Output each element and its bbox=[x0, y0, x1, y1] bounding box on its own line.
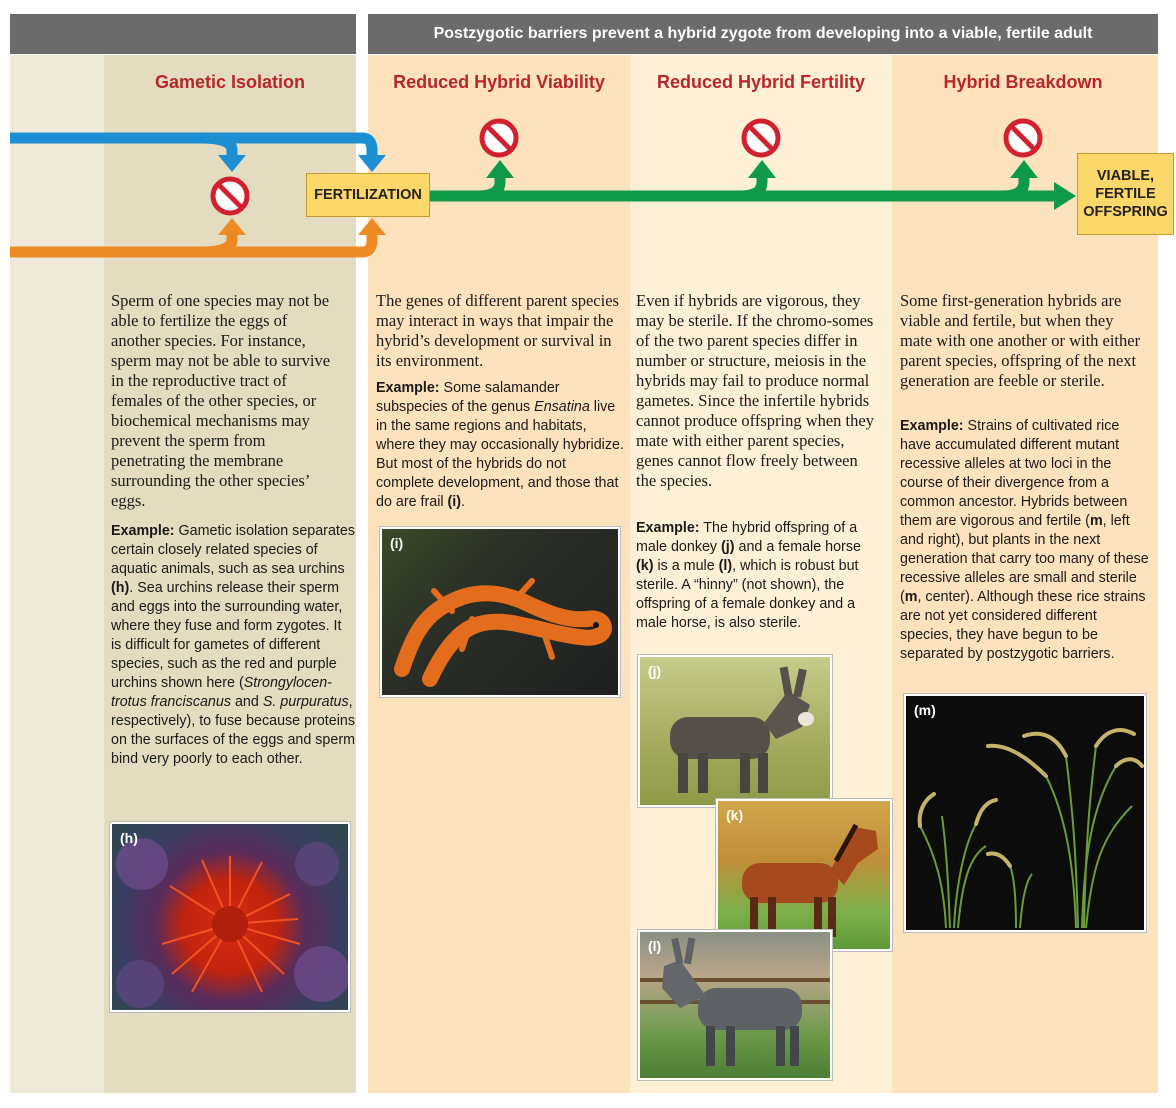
fertility-block-icon bbox=[744, 121, 778, 155]
example-text: , left and right), but plants in the next generation that carry too many of these recessive alleles are small and sterile ( bbox=[900, 513, 1149, 605]
salamander-photo bbox=[380, 527, 620, 697]
gametic-example bbox=[111, 522, 355, 769]
example-text: , which is robust but sterile. A “hinny” (not shown), the offspring of a female donkey and a male horse, is also sterile. bbox=[636, 558, 859, 631]
example-text: is a mule bbox=[653, 558, 719, 574]
rice-illustration bbox=[906, 696, 1144, 930]
example-label: Example: bbox=[376, 380, 440, 396]
gametic-block-icon bbox=[213, 179, 247, 213]
photo-label-m: (m) bbox=[914, 702, 936, 718]
figure-ref: (i) bbox=[447, 494, 462, 510]
example-text: . Sea urchins release their sperm and eggs into the surrounding water, where they fuse and form zygotes. It is difficult for gametes of different species, such as the red and purple urchins shown here ( bbox=[111, 580, 343, 691]
donkey-illustration bbox=[640, 657, 830, 805]
species-name: S. purpuratus bbox=[262, 694, 349, 710]
example-text: and bbox=[231, 694, 263, 710]
figure-ref: (l) bbox=[718, 558, 733, 574]
rice-photo bbox=[904, 694, 1146, 932]
mule-photo bbox=[638, 930, 832, 1080]
fertility-heading: Reduced Hybrid Fertility bbox=[656, 72, 866, 92]
photo-label-k: (k) bbox=[726, 807, 744, 823]
postzygotic-banner-text: Postzygotic barriers prevent a hybrid zygote from developing into a viable, fertile adult bbox=[433, 25, 1093, 42]
example-text: , center). Although these rice strains are not yet considered different species, they have begun to be separated by postzygotic barriers. bbox=[900, 589, 1146, 662]
example-text: Some salamander subspecies of the genus bbox=[376, 380, 560, 415]
viability-example bbox=[376, 379, 626, 512]
gametic-description: Sperm of one species may not be able to fertilize the eggs of another species. For instance, sperm may not be able to survive in the reproductive tract of females of the other species, or biochemical mechanisms may prevent the sperm from penetrating the membrane surrounding the other species’ eggs. bbox=[111, 291, 331, 510]
example-text: The hybrid offspring of a male donkey bbox=[636, 520, 858, 555]
example-text: Strains of cultivated rice have accumulated different mutant recessive alleles at two loci in the course of their divergence from a common ancestor. Hybrids between them are vigorous and fertile ( bbox=[900, 418, 1128, 529]
blue-species-arrow bbox=[10, 138, 386, 172]
sea-urchin-photo bbox=[110, 822, 350, 1012]
viable-offspring-label: VIABLE, FERTILE OFFSPRING bbox=[1083, 168, 1168, 220]
example-label: Example: bbox=[900, 418, 964, 434]
urchin-illustration bbox=[112, 824, 348, 1010]
example-text: and a female horse bbox=[734, 539, 861, 555]
example-label: Example: bbox=[111, 523, 175, 539]
figure-ref: (k) bbox=[636, 558, 654, 574]
example-text: live in the same regions and habitats, where they may occasionally hybridize. But most of the hybrids do not complete development, and those that do are frail bbox=[376, 399, 624, 510]
fertilization-label: FERTILIZATION bbox=[314, 187, 422, 203]
figure-ref: (h) bbox=[111, 580, 130, 596]
mule-illustration bbox=[640, 932, 830, 1078]
photo-label-j: (j) bbox=[648, 663, 662, 679]
viability-block-icon bbox=[482, 121, 516, 155]
viable-offspring-box bbox=[1077, 153, 1174, 235]
fertility-example bbox=[636, 519, 882, 633]
photo-label-i: (i) bbox=[390, 535, 404, 551]
example-text: , respectively), to fuse because proteins on the surfaces of the eggs and sperm bind very poorly to each other. bbox=[111, 694, 355, 767]
viability-heading: Reduced Hybrid Viability bbox=[393, 72, 605, 92]
photo-label-h: (h) bbox=[120, 830, 138, 846]
figure-ref: m bbox=[1089, 513, 1103, 529]
figure-ref: (j) bbox=[721, 539, 735, 555]
orange-species-arrow bbox=[10, 218, 386, 252]
flow-diagram bbox=[0, 0, 1176, 300]
fertilization-box bbox=[306, 173, 430, 217]
example-text: . bbox=[461, 494, 466, 510]
breakdown-description: Some first-generation hybrids are viable and fertile, but when they mate with one another or with either parent species, offspring of the next generation are feeble or sterile. bbox=[900, 291, 1141, 390]
breakdown-heading: Hybrid Breakdown bbox=[943, 72, 1103, 92]
donkey-photo bbox=[638, 655, 832, 807]
fertility-description: Even if hybrids are vigorous, they may be sterile. If the chromo-somes of the two parent species differ in number or structure, meiosis in the hybrids may fail to produce normal gametes. Since the infertile hybrids cannot produce offspring when they mate with either parent species, genes cannot flow freely between the species. bbox=[636, 291, 874, 490]
photo-label-l: (l) bbox=[648, 938, 662, 954]
green-zygote-arrow bbox=[428, 160, 1076, 210]
breakdown-example bbox=[900, 417, 1150, 664]
salamander-illustration bbox=[382, 529, 618, 695]
example-text: Gametic isolation separates certain closely related species of aquatic animals, such as sea urchins bbox=[111, 523, 355, 577]
gametic-heading: Gametic Isolation bbox=[154, 72, 306, 92]
figure-ref: m bbox=[904, 589, 918, 605]
breakdown-block-icon bbox=[1006, 121, 1040, 155]
horse-illustration bbox=[718, 801, 890, 949]
viability-description: The genes of different parent species may interact in ways that impair the hybrid’s development or survival in its environment. bbox=[376, 291, 619, 370]
horse-photo bbox=[716, 799, 892, 951]
species-name: Strongylocen-trotus franciscanus bbox=[111, 675, 332, 710]
example-label: Example: bbox=[636, 520, 700, 536]
genus-name: Ensatina bbox=[534, 399, 590, 415]
